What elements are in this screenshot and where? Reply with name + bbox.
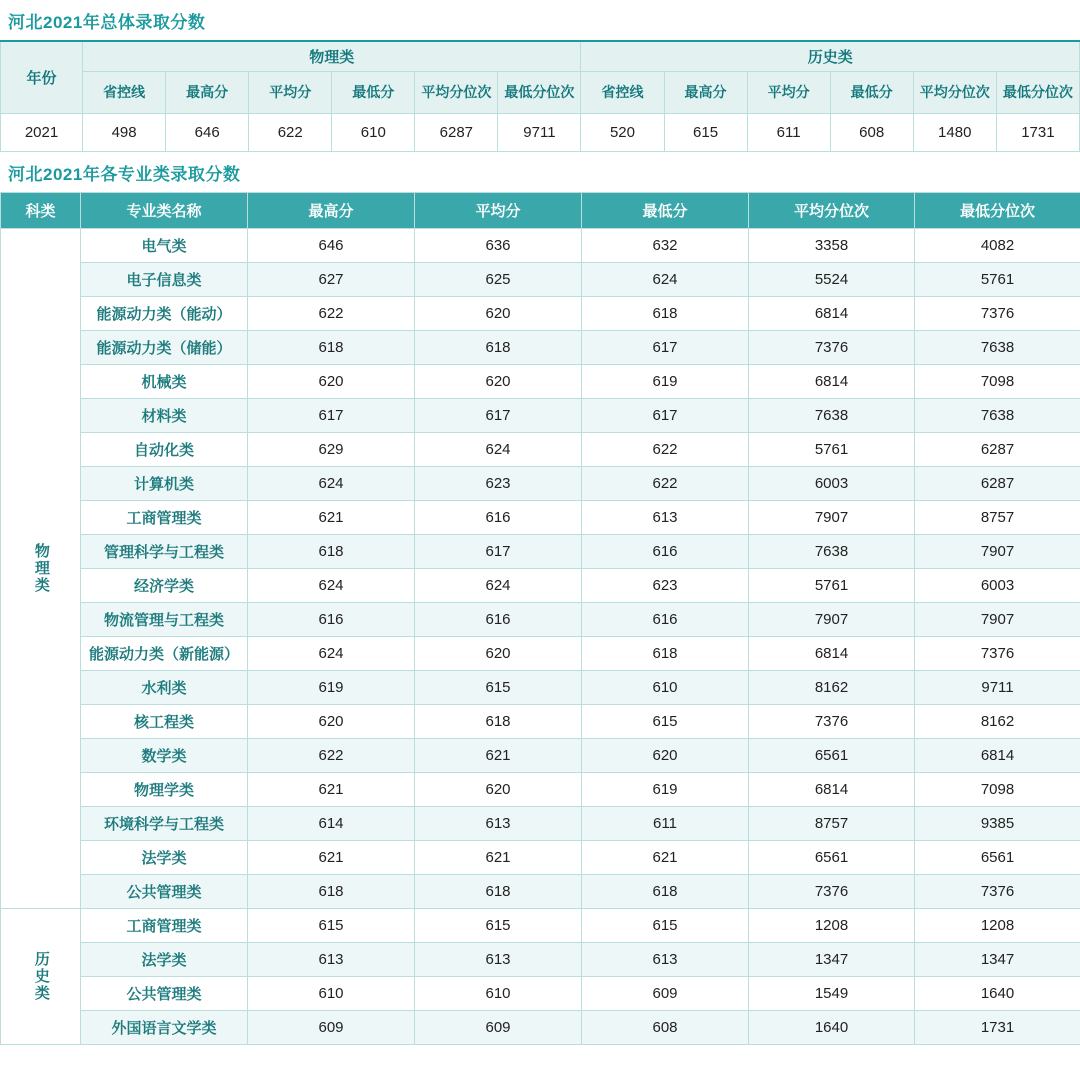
overall-subheader-history-4: 平均分位次 bbox=[913, 71, 996, 113]
overall-physics-4: 6287 bbox=[415, 113, 498, 151]
major-value-1: 624 bbox=[415, 432, 582, 466]
major-value-4: 1347 bbox=[915, 942, 1080, 976]
table-row bbox=[1, 228, 1080, 262]
table-row bbox=[1, 534, 1080, 568]
major-value-0: 610 bbox=[248, 976, 415, 1010]
major-value-3: 7638 bbox=[749, 534, 915, 568]
major-name: 公共管理类 bbox=[81, 874, 248, 908]
table-row bbox=[1, 364, 1080, 398]
major-value-0: 615 bbox=[248, 908, 415, 942]
major-value-0: 624 bbox=[248, 466, 415, 500]
overall-subheader-history-3: 最低分 bbox=[830, 71, 913, 113]
major-value-4: 5761 bbox=[915, 262, 1080, 296]
overall-year-header: 年份 bbox=[1, 41, 83, 113]
table-row bbox=[1, 1010, 1080, 1044]
overall-section-title: 河北2021年总体录取分数 bbox=[8, 13, 206, 32]
major-value-2: 617 bbox=[582, 330, 749, 364]
major-value-3: 7376 bbox=[749, 330, 915, 364]
major-value-3: 6814 bbox=[749, 772, 915, 806]
overall-subheader-history-5: 最低分位次 bbox=[996, 71, 1079, 113]
major-value-2: 611 bbox=[582, 806, 749, 840]
major-value-4: 7376 bbox=[915, 874, 1080, 908]
major-value-4: 7638 bbox=[915, 398, 1080, 432]
major-name: 能源动力类（新能源） bbox=[81, 636, 248, 670]
major-value-4: 1640 bbox=[915, 976, 1080, 1010]
overall-history-3: 608 bbox=[830, 113, 913, 151]
major-value-1: 624 bbox=[415, 568, 582, 602]
overall-subheader-physics-4: 平均分位次 bbox=[415, 71, 498, 113]
major-value-2: 620 bbox=[582, 738, 749, 772]
major-value-1: 613 bbox=[415, 942, 582, 976]
table-row bbox=[1, 704, 1080, 738]
major-value-3: 6561 bbox=[749, 738, 915, 772]
major-value-0: 616 bbox=[248, 602, 415, 636]
major-value-1: 625 bbox=[415, 262, 582, 296]
table-row bbox=[1, 500, 1080, 534]
majors-header-6: 最低分位次 bbox=[915, 192, 1080, 228]
overall-subheader-physics-5: 最低分位次 bbox=[498, 71, 581, 113]
major-value-2: 622 bbox=[582, 432, 749, 466]
majors-header-5: 平均分位次 bbox=[749, 192, 915, 228]
major-value-2: 618 bbox=[582, 636, 749, 670]
major-value-0: 624 bbox=[248, 636, 415, 670]
major-value-2: 624 bbox=[582, 262, 749, 296]
overall-history-1: 615 bbox=[664, 113, 747, 151]
major-category-0: 物理类 bbox=[1, 228, 81, 908]
major-value-4: 6561 bbox=[915, 840, 1080, 874]
overall-subheader-physics-0: 省控线 bbox=[83, 71, 166, 113]
majors-header-1: 专业类名称 bbox=[81, 192, 248, 228]
major-value-4: 9711 bbox=[915, 670, 1080, 704]
major-value-3: 6561 bbox=[749, 840, 915, 874]
major-value-1: 621 bbox=[415, 738, 582, 772]
overall-group-header-physics: 物理类 bbox=[83, 41, 581, 71]
major-value-3: 1640 bbox=[749, 1010, 915, 1044]
overall-subheader-physics-2: 平均分 bbox=[249, 71, 332, 113]
major-name: 能源动力类（能动） bbox=[81, 296, 248, 330]
table-row bbox=[1, 568, 1080, 602]
majors-header-row bbox=[1, 192, 1080, 228]
major-value-1: 618 bbox=[415, 874, 582, 908]
major-value-2: 618 bbox=[582, 296, 749, 330]
table-row bbox=[1, 432, 1080, 466]
major-value-1: 613 bbox=[415, 806, 582, 840]
major-value-1: 615 bbox=[415, 670, 582, 704]
major-value-1: 620 bbox=[415, 296, 582, 330]
table-row bbox=[1, 772, 1080, 806]
major-value-2: 632 bbox=[582, 228, 749, 262]
major-value-3: 1549 bbox=[749, 976, 915, 1010]
major-value-4: 7098 bbox=[915, 364, 1080, 398]
overall-subheader-physics-3: 最低分 bbox=[332, 71, 415, 113]
major-value-3: 6003 bbox=[749, 466, 915, 500]
major-value-3: 5524 bbox=[749, 262, 915, 296]
major-value-3: 5761 bbox=[749, 432, 915, 466]
overall-year-value: 2021 bbox=[1, 113, 83, 151]
table-row bbox=[1, 840, 1080, 874]
overall-history-4: 1480 bbox=[913, 113, 996, 151]
major-value-2: 610 bbox=[582, 670, 749, 704]
major-value-1: 616 bbox=[415, 500, 582, 534]
major-value-0: 614 bbox=[248, 806, 415, 840]
major-value-4: 7376 bbox=[915, 296, 1080, 330]
overall-physics-5: 9711 bbox=[498, 113, 581, 151]
major-value-2: 621 bbox=[582, 840, 749, 874]
major-value-1: 623 bbox=[415, 466, 582, 500]
major-value-0: 618 bbox=[248, 534, 415, 568]
major-name: 法学类 bbox=[81, 840, 248, 874]
major-value-0: 617 bbox=[248, 398, 415, 432]
major-value-2: 618 bbox=[582, 874, 749, 908]
major-value-1: 617 bbox=[415, 398, 582, 432]
major-value-4: 8162 bbox=[915, 704, 1080, 738]
major-value-0: 646 bbox=[248, 228, 415, 262]
overall-score-table bbox=[0, 40, 1080, 152]
major-value-2: 622 bbox=[582, 466, 749, 500]
major-value-4: 1731 bbox=[915, 1010, 1080, 1044]
major-name: 外国语言文学类 bbox=[81, 1010, 248, 1044]
table-row bbox=[1, 466, 1080, 500]
table-row bbox=[1, 398, 1080, 432]
overall-physics-1: 646 bbox=[166, 113, 249, 151]
major-value-0: 618 bbox=[248, 330, 415, 364]
major-name: 法学类 bbox=[81, 942, 248, 976]
major-value-4: 6287 bbox=[915, 432, 1080, 466]
major-name: 核工程类 bbox=[81, 704, 248, 738]
major-value-2: 615 bbox=[582, 908, 749, 942]
major-value-0: 622 bbox=[248, 296, 415, 330]
major-name: 工商管理类 bbox=[81, 908, 248, 942]
major-value-1: 617 bbox=[415, 534, 582, 568]
table-row bbox=[1, 738, 1080, 772]
majors-header-2: 最高分 bbox=[248, 192, 415, 228]
major-value-3: 7907 bbox=[749, 602, 915, 636]
major-value-0: 621 bbox=[248, 772, 415, 806]
major-value-2: 615 bbox=[582, 704, 749, 738]
overall-subheader-physics-1: 最高分 bbox=[166, 71, 249, 113]
major-value-3: 6814 bbox=[749, 636, 915, 670]
major-value-4: 7098 bbox=[915, 772, 1080, 806]
major-name: 电气类 bbox=[81, 228, 248, 262]
major-value-3: 1347 bbox=[749, 942, 915, 976]
table-row bbox=[1, 113, 1080, 151]
table-row bbox=[1, 602, 1080, 636]
major-value-4: 8757 bbox=[915, 500, 1080, 534]
major-value-3: 6814 bbox=[749, 296, 915, 330]
major-value-4: 9385 bbox=[915, 806, 1080, 840]
major-value-2: 619 bbox=[582, 364, 749, 398]
major-value-4: 7376 bbox=[915, 636, 1080, 670]
major-value-4: 7907 bbox=[915, 602, 1080, 636]
overall-physics-3: 610 bbox=[332, 113, 415, 151]
major-name: 机械类 bbox=[81, 364, 248, 398]
majors-section-title: 河北2021年各专业类录取分数 bbox=[8, 164, 241, 184]
major-value-4: 7638 bbox=[915, 330, 1080, 364]
major-value-2: 619 bbox=[582, 772, 749, 806]
major-name: 数学类 bbox=[81, 738, 248, 772]
major-category-1: 历史类 bbox=[1, 908, 81, 1044]
major-value-2: 613 bbox=[582, 500, 749, 534]
majors-header-4: 最低分 bbox=[582, 192, 749, 228]
overall-subheader-history-1: 最高分 bbox=[664, 71, 747, 113]
major-value-1: 615 bbox=[415, 908, 582, 942]
major-value-2: 623 bbox=[582, 568, 749, 602]
overall-history-5: 1731 bbox=[996, 113, 1079, 151]
major-name: 物理学类 bbox=[81, 772, 248, 806]
overall-subheader-history-2: 平均分 bbox=[747, 71, 830, 113]
overall-subheader-history-0: 省控线 bbox=[581, 71, 664, 113]
major-value-4: 6003 bbox=[915, 568, 1080, 602]
major-name: 经济学类 bbox=[81, 568, 248, 602]
majors-score-table bbox=[0, 192, 1080, 1045]
overall-group-header-history: 历史类 bbox=[581, 41, 1080, 71]
table-row bbox=[1, 262, 1080, 296]
major-value-0: 621 bbox=[248, 500, 415, 534]
major-name: 计算机类 bbox=[81, 466, 248, 500]
major-value-2: 608 bbox=[582, 1010, 749, 1044]
major-name: 材料类 bbox=[81, 398, 248, 432]
major-value-4: 4082 bbox=[915, 228, 1080, 262]
major-value-0: 622 bbox=[248, 738, 415, 772]
major-value-0: 620 bbox=[248, 704, 415, 738]
major-value-3: 1208 bbox=[749, 908, 915, 942]
majors-header-0: 科类 bbox=[1, 192, 81, 228]
major-value-3: 7376 bbox=[749, 874, 915, 908]
major-value-2: 609 bbox=[582, 976, 749, 1010]
major-value-0: 621 bbox=[248, 840, 415, 874]
major-value-3: 7907 bbox=[749, 500, 915, 534]
major-value-0: 627 bbox=[248, 262, 415, 296]
major-value-4: 6814 bbox=[915, 738, 1080, 772]
major-value-1: 620 bbox=[415, 636, 582, 670]
major-name: 管理科学与工程类 bbox=[81, 534, 248, 568]
major-value-0: 613 bbox=[248, 942, 415, 976]
overall-history-2: 611 bbox=[747, 113, 830, 151]
major-value-0: 620 bbox=[248, 364, 415, 398]
major-value-3: 5761 bbox=[749, 568, 915, 602]
table-row bbox=[1, 330, 1080, 364]
major-value-1: 610 bbox=[415, 976, 582, 1010]
overall-physics-0: 498 bbox=[83, 113, 166, 151]
major-value-3: 7638 bbox=[749, 398, 915, 432]
major-name: 电子信息类 bbox=[81, 262, 248, 296]
major-value-2: 616 bbox=[582, 602, 749, 636]
major-value-3: 8162 bbox=[749, 670, 915, 704]
table-row bbox=[1, 806, 1080, 840]
table-row bbox=[1, 942, 1080, 976]
major-name: 水利类 bbox=[81, 670, 248, 704]
major-name: 能源动力类（储能） bbox=[81, 330, 248, 364]
overall-physics-2: 622 bbox=[249, 113, 332, 151]
major-value-0: 619 bbox=[248, 670, 415, 704]
major-value-0: 629 bbox=[248, 432, 415, 466]
major-value-4: 1208 bbox=[915, 908, 1080, 942]
table-row bbox=[1, 296, 1080, 330]
major-value-2: 616 bbox=[582, 534, 749, 568]
major-value-4: 7907 bbox=[915, 534, 1080, 568]
major-value-1: 609 bbox=[415, 1010, 582, 1044]
major-value-2: 617 bbox=[582, 398, 749, 432]
major-value-1: 621 bbox=[415, 840, 582, 874]
major-value-0: 609 bbox=[248, 1010, 415, 1044]
overall-history-0: 520 bbox=[581, 113, 664, 151]
major-name: 物流管理与工程类 bbox=[81, 602, 248, 636]
major-value-1: 618 bbox=[415, 330, 582, 364]
table-row bbox=[1, 976, 1080, 1010]
major-value-1: 616 bbox=[415, 602, 582, 636]
major-value-1: 618 bbox=[415, 704, 582, 738]
major-value-1: 636 bbox=[415, 228, 582, 262]
major-value-1: 620 bbox=[415, 364, 582, 398]
majors-header-3: 平均分 bbox=[415, 192, 582, 228]
major-name: 自动化类 bbox=[81, 432, 248, 466]
table-row bbox=[1, 636, 1080, 670]
major-value-3: 8757 bbox=[749, 806, 915, 840]
table-row bbox=[1, 908, 1080, 942]
major-value-3: 6814 bbox=[749, 364, 915, 398]
major-value-2: 613 bbox=[582, 942, 749, 976]
major-value-3: 7376 bbox=[749, 704, 915, 738]
table-row bbox=[1, 874, 1080, 908]
major-value-0: 618 bbox=[248, 874, 415, 908]
major-name: 工商管理类 bbox=[81, 500, 248, 534]
major-value-3: 3358 bbox=[749, 228, 915, 262]
major-value-4: 6287 bbox=[915, 466, 1080, 500]
major-name: 环境科学与工程类 bbox=[81, 806, 248, 840]
major-value-0: 624 bbox=[248, 568, 415, 602]
major-name: 公共管理类 bbox=[81, 976, 248, 1010]
major-value-1: 620 bbox=[415, 772, 582, 806]
table-row bbox=[1, 670, 1080, 704]
